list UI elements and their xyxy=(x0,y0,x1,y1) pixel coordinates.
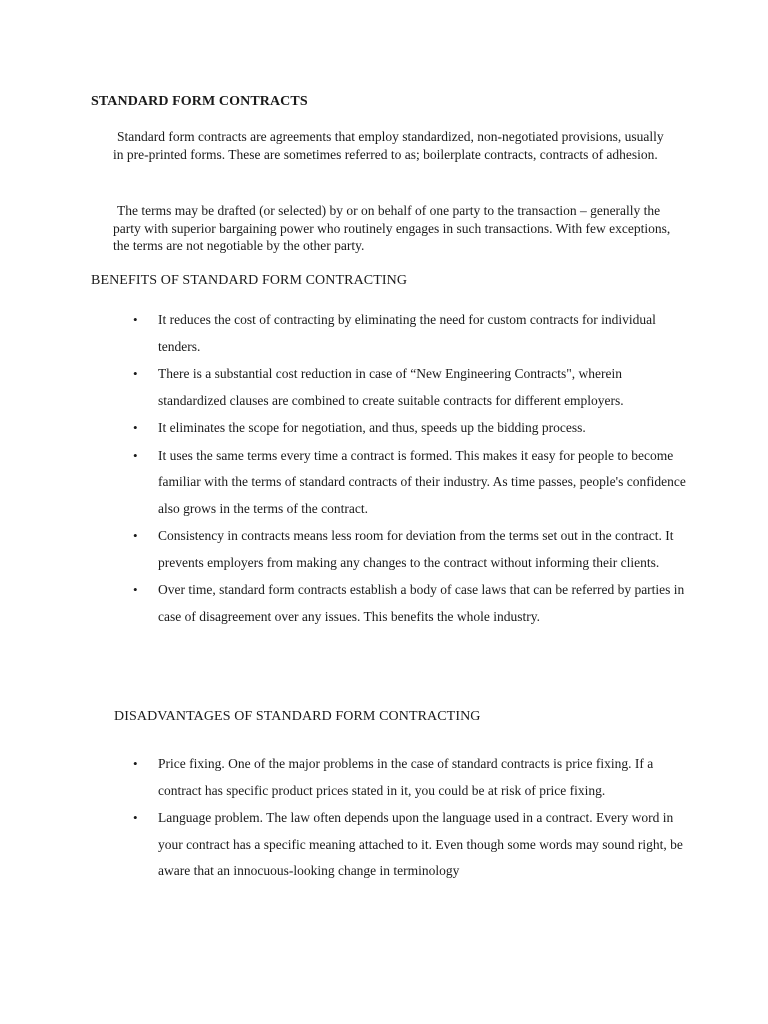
bullet-icon: • xyxy=(133,447,138,463)
bullet-icon: • xyxy=(133,528,138,543)
bullet-icon: • xyxy=(133,582,138,597)
list-item xyxy=(130,577,690,630)
disadvantages-list xyxy=(130,751,690,886)
intro-paragraph: Standard form contracts are agreements that employ standardized, non-negotiated provisions, usually in pre-printed forms. These are sometimes referred to as; boilerplate contracts, contracts of adhesion. xyxy=(113,129,664,162)
list-item xyxy=(130,751,690,804)
list-item-text: It reduces the cost of contracting by eliminating the need for custom contracts for individual tenders. xyxy=(158,312,656,354)
benefits-list xyxy=(130,307,690,631)
list-item xyxy=(130,361,690,414)
bullet-icon: • xyxy=(133,312,138,327)
page-title: STANDARD FORM CONTRACTS xyxy=(91,94,308,109)
list-item xyxy=(130,443,690,523)
list-item xyxy=(130,805,690,885)
list-item-text: Price fixing. One of the major problems in the case of standard contracts is price fixing. If a contract has specific product prices stated in it, you could be at risk of price fixing. xyxy=(158,756,654,798)
list-item-text: Over time, standard form contracts establish a body of case laws that can be referred by parties in case of disagreement over any issues. This benefits the whole industry. xyxy=(158,582,685,624)
terms-paragraph: The terms may be drafted (or selected) by or on behalf of one party to the transaction – generally the party with superior bargaining power who routinely engages in such transactions. With few exceptions, the terms are not negotiable by the other party. xyxy=(113,203,671,253)
list-item-text: Consistency in contracts means less room for deviation from the terms set out in the contract. It prevents employers from making any changes to the contract without informing their clients. xyxy=(158,528,674,570)
list-item xyxy=(130,523,690,576)
bullet-icon: • xyxy=(133,366,138,381)
disadvantages-heading: DISADVANTAGES OF STANDARD FORM CONTRACTING xyxy=(114,709,481,724)
benefits-heading: BENEFITS OF STANDARD FORM CONTRACTING xyxy=(91,273,408,288)
list-item-text: There is a substantial cost reduction in case of “New Engineering Contracts", wherein standardized clauses are combined to create suitable contracts for different employers. xyxy=(158,366,624,408)
bullet-icon: • xyxy=(133,756,138,771)
list-item-text: It uses the same terms every time a contract is formed. This makes it easy for people to become familiar with the terms of standard contracts of their industry. As time passes, people's confidence also grows in the terms of the contract. xyxy=(158,447,686,516)
bullet-icon: • xyxy=(133,810,138,825)
list-item-text: Language problem. The law often depends upon the language used in a contract. Every word in your contract has a specific meaning attached to it. Even though some words may sound right, be aware that an innocuous-looking change in terminology xyxy=(158,810,683,878)
list-item-text: It eliminates the scope for negotiation, and thus, speeds up the bidding process. xyxy=(158,420,586,435)
list-item xyxy=(130,415,690,442)
bullet-icon: • xyxy=(133,420,138,435)
list-item xyxy=(130,307,690,360)
